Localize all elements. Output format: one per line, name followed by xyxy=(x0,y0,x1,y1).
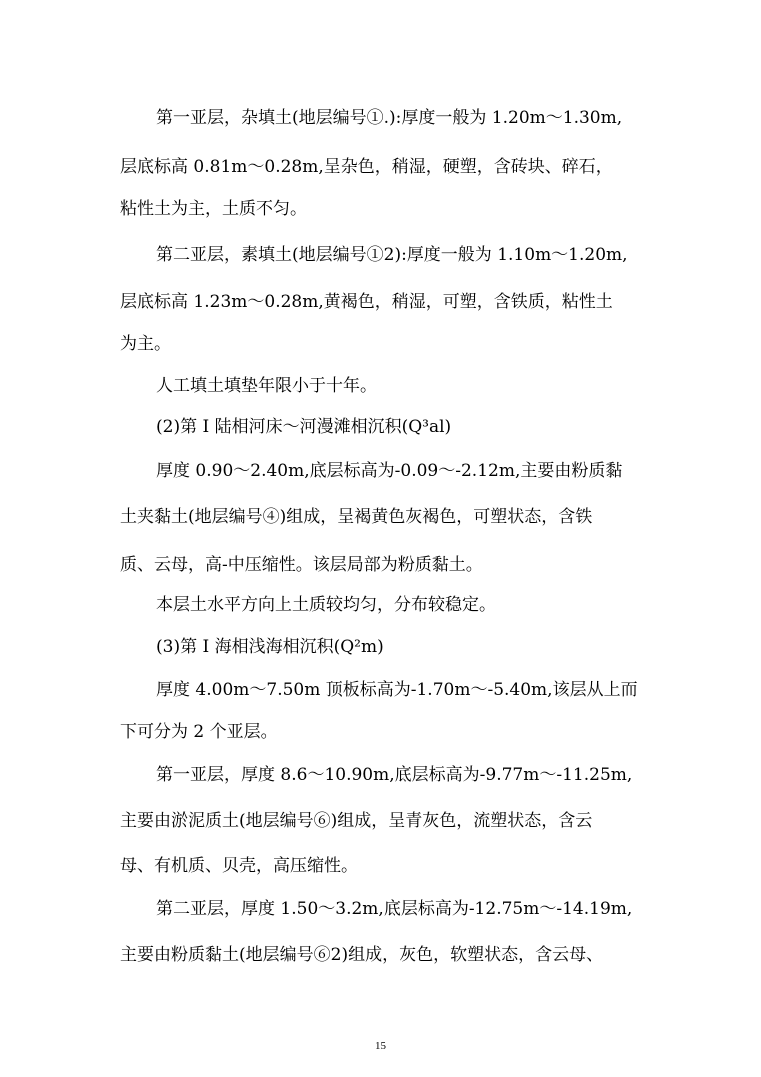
text-line: 层底标高 1.23m～0.28m,黄褐色，稍湿，可塑，含铁质，粘性土 xyxy=(120,292,613,312)
text-line: 粘性土为主，土质不匀。 xyxy=(120,199,307,219)
text-line: 主要由粉质黏土(地层编号⑥2)组成，灰色，软塑状态，含云母、 xyxy=(120,945,604,965)
text-line: 主要由淤泥质土(地层编号⑥)组成，呈青灰色，流塑状态，含云 xyxy=(120,811,593,831)
text-line: 厚度 4.00m～7.50m 顶板标高为-1.70m～-5.40m,该层从上而 xyxy=(156,680,638,700)
text-line: 下可分为 2 个亚层。 xyxy=(120,722,278,742)
text-line: 厚度 0.90～2.40m,底层标高为-0.09～-2.12m,主要由粉质黏 xyxy=(156,461,623,481)
text-line: 土夹黏土(地层编号④)组成，呈褐黄色灰褐色，可塑状态，含铁 xyxy=(120,507,593,527)
text-line: 人工填土填垫年限小于十年。 xyxy=(156,376,377,396)
text-line: 第一亚层，杂填土(地层编号①.):厚度一般为 1.20m～1.30m, xyxy=(156,108,623,128)
text-line: 为主。 xyxy=(120,334,171,354)
text-line: 第二亚层，素填土(地层编号①2):厚度一般为 1.10m～1.20m, xyxy=(156,245,628,265)
page-number: 15 xyxy=(375,1040,386,1052)
text-line: 母、有机质、贝壳，高压缩性。 xyxy=(120,856,358,876)
text-line: 质、云母，高-中压缩性。该层局部为粉质黏土。 xyxy=(120,555,483,575)
text-line: 本层土水平方向上土质较均匀，分布较稳定。 xyxy=(156,595,496,615)
text-line: 层底标高 0.81m～0.28m,呈杂色，稍湿，硬塑，含砖块、碎石， xyxy=(120,157,613,177)
section-heading: (3)第 I 海相浅海相沉积(Q²m) xyxy=(156,637,384,657)
section-heading: (2)第 I 陆相河床～河漫滩相沉积(Q³al) xyxy=(156,417,452,437)
text-line: 第一亚层，厚度 8.6～10.90m,底层标高为-9.77m～-11.25m, xyxy=(156,765,633,785)
text-line: 第二亚层，厚度 1.50～3.2m,底层标高为-12.75m～-14.19m, xyxy=(156,899,633,919)
